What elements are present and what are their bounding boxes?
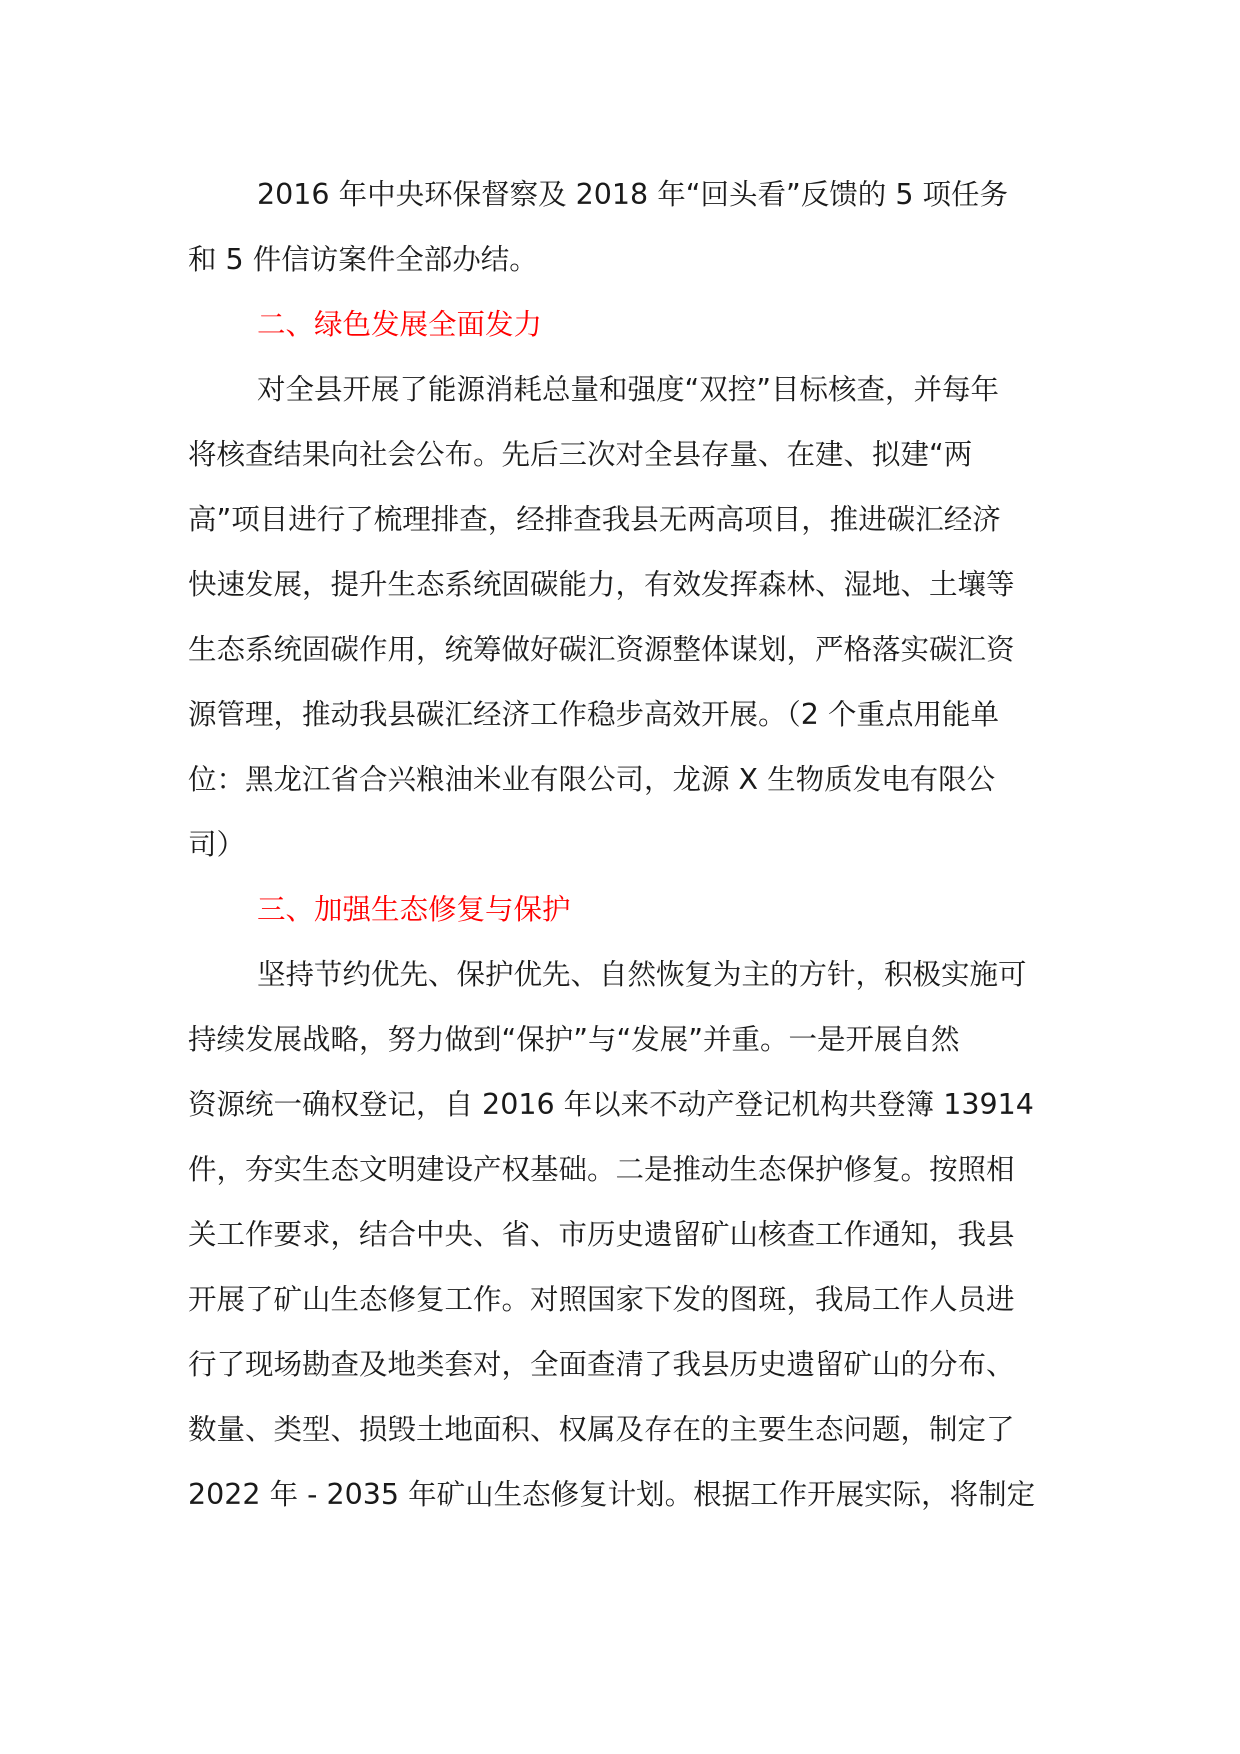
paragraph-line: 高”项目进行了梳理排查，经排查我县无两高项目，推进碳汇经济: [188, 503, 1001, 536]
paragraph-line: 件，夯实生态文明建设产权基础。二是推动生态保护修复。按照相: [188, 1153, 1015, 1186]
paragraph-line: 对全县开展了能源消耗总量和强度“双控”目标核查，并每年: [257, 373, 1000, 406]
paragraph-line: 位：黑龙江省合兴粮油米业有限公司，龙源 X 生物质发电有限公: [188, 763, 996, 796]
section-heading-green-development: 二、绿色发展全面发力: [257, 308, 543, 341]
paragraph-line: 开展了矿山生态修复工作。对照国家下发的图斑，我局工作人员进: [188, 1283, 1015, 1316]
paragraph-line: 源管理，推动我县碳汇经济工作稳步高效开展。（2 个重点用能单: [188, 698, 999, 731]
paragraph-line: 快速发展，提升生态系统固碳能力，有效发挥森林、湿地、土壤等: [188, 568, 1015, 601]
paragraph-line: 行了现场勘查及地类套对，全面查清了我县历史遗留矿山的分布、: [188, 1348, 1015, 1381]
document-page: [188, 162, 1054, 1527]
paragraph-line: 生态系统固碳作用，统筹做好碳汇资源整体谋划，严格落实碳汇资: [188, 633, 1015, 666]
section-heading-ecological-restoration: 三、加强生态修复与保护: [257, 893, 571, 926]
paragraph-line: 持续发展战略，努力做到“保护”与“发展”并重。一是开展自然: [188, 1023, 960, 1056]
paragraph-line: 关工作要求，结合中央、省、市历史遗留矿山核查工作通知，我县: [188, 1218, 1015, 1251]
paragraph-line: 司）: [188, 828, 246, 861]
paragraph-line: 2016 年中央环保督察及 2018 年“回头看”反馈的 5 项任务: [257, 178, 1009, 211]
paragraph-line: 将核查结果向社会公布。先后三次对全县存量、在建、拟建“两: [188, 438, 973, 471]
paragraph-line: 数量、类型、损毁土地面积、权属及存在的主要生态问题，制定了: [188, 1413, 1015, 1446]
paragraph-line: 资源统一确权登记，自 2016 年以来不动产登记机构共登簿 13914: [188, 1088, 1034, 1121]
paragraph-line: 坚持节约优先、保护优先、自然恢复为主的方针，积极实施可: [257, 958, 1027, 991]
paragraph-line: 和 5 件信访案件全部办结。: [188, 243, 538, 276]
paragraph-line: 2022 年 - 2035 年矿山生态修复计划。根据工作开展实际，将制定: [188, 1478, 1036, 1511]
